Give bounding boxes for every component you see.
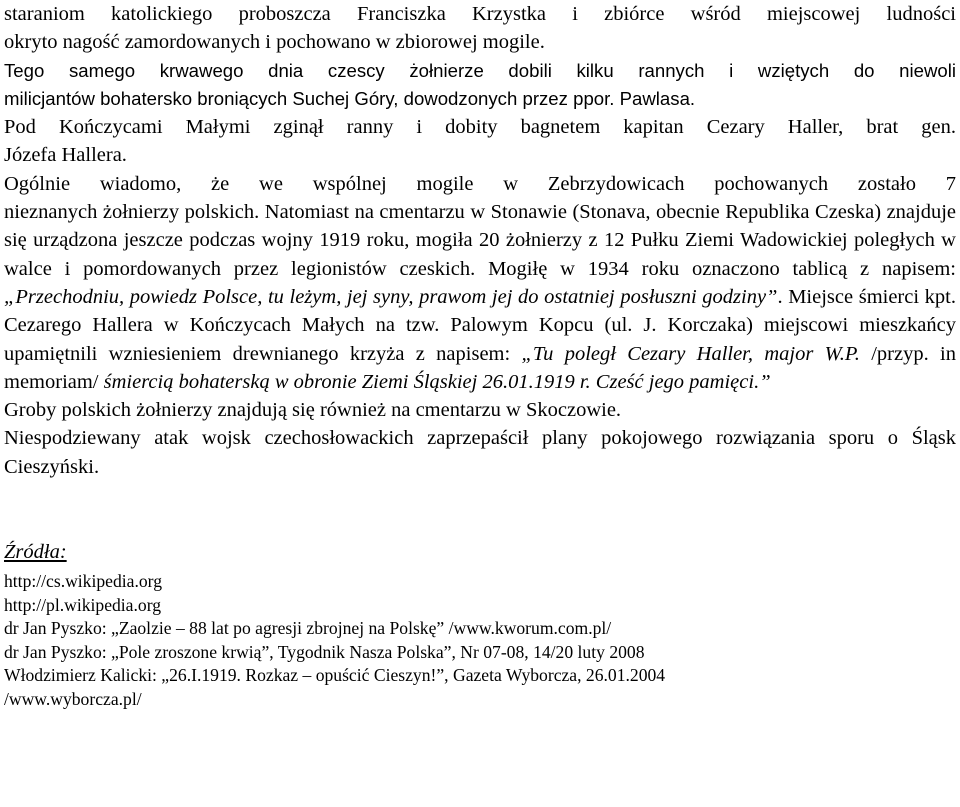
paragraph-zebrzydowice: [4, 170, 956, 198]
document-page: [4, 0, 956, 712]
paragraph-stonava: [4, 198, 956, 396]
source-item: /www.wyborcza.pl/: [4, 689, 142, 710]
text-line: Pod Kończycami Małymi zginął ranny i dobity bagnetem kapitan Cezary Haller, brat gen.: [4, 116, 956, 139]
source-item: http://pl.wikipedia.org: [4, 594, 162, 615]
cross-inscription-quote-end: śmiercią bohaterską w obronie Ziemi Śląskiej 26.01.1919 r. Cześć jego pamięci.”: [103, 370, 771, 393]
text-line: Tego samego krwawego dnia czescy żołnierze dobili kilku rannych i wziętych do niewoli: [4, 59, 956, 81]
sources-heading: Źródła:: [4, 541, 67, 564]
source-item: Włodzimierz Kalicki: „26.I.1919. Rozkaz – opuścić Cieszyn!”, Gazeta Wyborcza, 26.01.2004: [4, 665, 666, 686]
text-run: Natomiast na cmentarzu w Stonawie (Stonava, obecnie Republika Czeska) znajduje się urządzona jeszcze podczas wojny 1919 roku, mogiła 20 żołnierzy z 12 Pułku Ziemi Wadowickiej poległych w walce i pomordowanych przez legionistów czeskich. Mogiłę w 1934 roku oznaczono tablicą z napisem:: [4, 201, 957, 280]
cross-inscription-quote: „Tu poległ Cezary Haller, major W.P.: [521, 342, 860, 365]
source-item: dr Jan Pyszko: „Pole zroszone krwią”, Tygodnik Nasza Polska”, Nr 07-08, 14/20 luty 2008: [4, 641, 645, 662]
paragraph-konczyce: [4, 113, 956, 170]
text-line: Józefa Hallera.: [4, 144, 127, 167]
paragraph-intro: [4, 0, 956, 57]
text-line: okryto nagość zamordowanych i pochowano w zbiorowej mogile.: [4, 31, 545, 54]
text-run: . Miejsce śmierci kpt. Cezarego Hallera w Kończycach Małych na tzw. Palowym Kopcu (ul. J. Korczaka) miejscowi mieszkańcy upamiętnili wzniesieniem drewnianego krzyża z napisem:: [4, 285, 956, 365]
inscription-quote: „Przechodniu, powiedz Polsce, tu leżym, jej syny, prawom jej do ostatniej posłuszni godziny”: [4, 285, 778, 308]
text-run: nieznanych żołnierzy polskich.: [4, 201, 260, 224]
paragraph-attack: Niespodziewany atak wojsk czechosłowackich zaprzepaścił plany pokojowego rozwiązania sporu o Śląsk Cieszyński.: [4, 427, 956, 478]
source-item: http://cs.wikipedia.org: [4, 571, 163, 592]
text-run: /przyp. in memoriam/: [4, 342, 956, 393]
text-line: Ogólnie wiadomo, że we wspólnej mogile w Zebrzydowicach pochowanych zostało 7: [4, 172, 956, 195]
text-line: milicjantów bohatersko broniących Suchej Góry, dowodzonych przez ppor. Pawlasa.: [4, 87, 696, 109]
paragraph-skoczow: Groby polskich żołnierzy znajdują się również na cmentarzu w Skoczowie.: [4, 399, 622, 422]
text-line: staraniom katolickiego proboszcza Franciszka Krzystka i zbiórce wśród miejscowej ludności: [4, 3, 956, 25]
source-item: dr Jan Pyszko: „Zaolzie – 88 lat po agresji zbrojnej na Polskę” /www.kworum.com.pl/: [4, 618, 612, 639]
paragraph-sucha-gora: [4, 57, 956, 114]
